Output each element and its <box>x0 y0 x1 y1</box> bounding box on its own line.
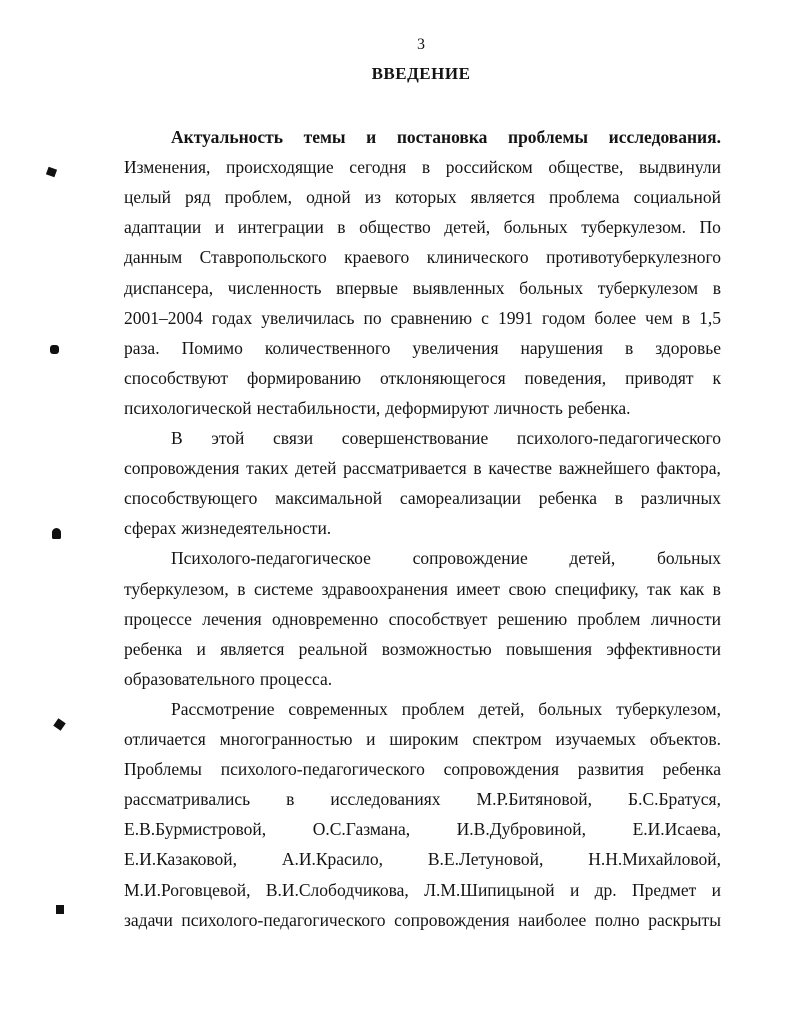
text-line: психологической нестабильности, деформируют личность ребенка. <box>124 397 631 418</box>
text-line: Е.В.Бурмистровой, О.С.Газмана, И.В.Дубровиной, Е.И.Исаева, <box>124 819 721 840</box>
text-line: способствуют формированию отклоняющегося поведения, приводят к <box>124 367 721 388</box>
text-line: Рассмотрение современных проблем детей, больных туберкулезом, <box>171 698 721 719</box>
text-line: Изменения, происходящие сегодня в российском обществе, выдвинули <box>124 157 721 178</box>
scan-mark <box>50 345 59 354</box>
text-line: Психолого-педагогическое сопровождение детей, больных <box>171 548 721 569</box>
text-line: раза. Помимо количественного увеличения нарушения в здоровье <box>124 337 721 358</box>
text-line: целый ряд проблем, одной из которых является проблема социальной <box>124 187 721 208</box>
text-line: отличается многогранностью и широким спектром изучаемых объектов. <box>124 729 721 749</box>
text-line: ребенка и является реальной возможностью повышения эффективности <box>124 638 721 659</box>
text-line: 2001–2004 годах увеличилась по сравнению с 1991 годом более чем в 1,5 <box>124 307 721 328</box>
page-number: 3 <box>417 36 425 53</box>
text-line: процессе лечения одновременно способствует решению проблем личности <box>124 608 721 629</box>
text-line: Проблемы психолого-педагогического сопровождения развития ребенка <box>124 759 721 780</box>
scan-mark <box>52 528 61 539</box>
text-line: рассматривались в исследованиях М.Р.Битяновой, Б.С.Братуся, <box>124 789 721 810</box>
scan-mark <box>46 167 57 178</box>
text-line: образовательного процесса. <box>124 668 333 689</box>
text-line: диспансера, численность впервые выявленных больных туберкулезом в <box>124 277 721 298</box>
text-line: М.И.Роговцевой, В.И.Слободчикова, Л.М.Шипицыной и др. Предмет и <box>124 879 721 900</box>
text-line: сопровождения таких детей рассматривается в качестве важнейшего фактора, <box>124 458 721 479</box>
scan-mark <box>53 718 66 731</box>
text-line: сферах жизнедеятельности. <box>124 518 332 539</box>
text-line: Е.И.Казаковой, А.И.Красило, В.Е.Летуновой, Н.Н.Михайловой, <box>124 849 721 870</box>
section-heading: ВВЕДЕНИЕ <box>371 64 471 83</box>
text-line: способствующего максимальной самореализации ребенка в различных <box>124 488 721 509</box>
scan-mark <box>56 905 64 914</box>
text-line: данным Ставропольского краевого клинического противотуберкулезного <box>124 247 721 268</box>
text-line: задачи психолого-педагогического сопровождения наиболее полно раскрыты <box>124 909 721 930</box>
text-line: Актуальность темы и постановка проблемы исследования. <box>171 127 721 147</box>
text-line: адаптации и интеграции в общество детей, больных туберкулезом. По <box>124 217 721 238</box>
text-line: В этой связи совершенствование психолого-педагогического <box>171 428 721 448</box>
text-line: туберкулезом, в системе здравоохранения имеет свою специфику, так как в <box>124 578 721 599</box>
